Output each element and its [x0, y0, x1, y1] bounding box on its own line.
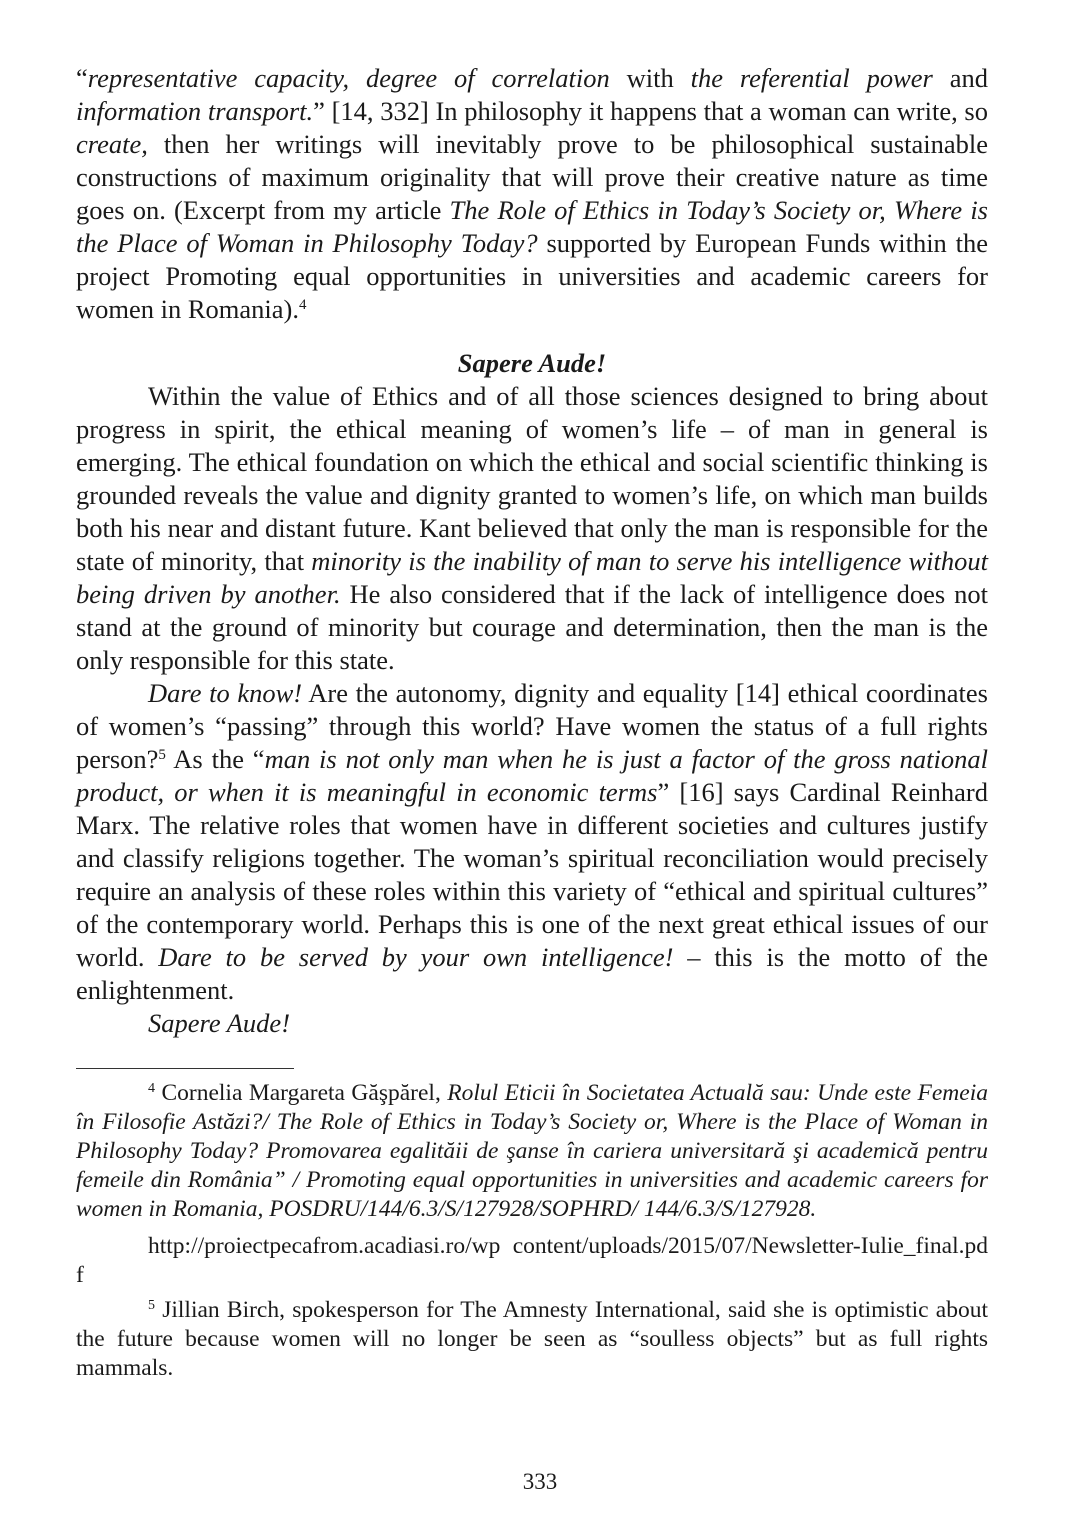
italic-quote: minority is the inability of man to serve his intelligence without being driven by another. — [76, 546, 988, 609]
footnote-4-url[interactable]: http://proiectpecafrom.acadiasi.ro/wp content/uploads/2015/07/Newsletter-Iulie_final.pdf — [76, 1233, 988, 1288]
italic-text: create, — [76, 129, 148, 159]
footnote-author: Cornelia Margareta Găşpărel, — [155, 1080, 448, 1106]
footnote-ref-5[interactable]: 5 — [158, 747, 166, 763]
section-heading: Sapere Aude! — [457, 348, 607, 378]
footnote-5 — [76, 1296, 988, 1383]
italic-quote: man is not only man when he is just a factor of the gross national product, or when it is meaningful in economic terms — [76, 744, 989, 807]
italic-text: representative capacity, degree of correlation — [87, 63, 610, 93]
page-number: 333 — [522, 1469, 558, 1494]
article-title: The Role of Ethics in Today’s Society or, Where is the Place of Woman in Philosophy Today? — [76, 195, 988, 258]
italic-motto: Dare to be served by your own intelligence! — [158, 942, 674, 972]
footnote-ref-4[interactable]: 4 — [299, 297, 307, 313]
italic-text: the referential power — [690, 63, 933, 93]
paragraph-1 — [76, 62, 988, 326]
footnote-text: Jillian Birch, spokesperson for The Amnesty International, said she is optimistic about the future because women will no longer be seen as “soulless objects” but as full rights mammals. — [76, 1297, 988, 1381]
italic-text: information transport. — [76, 96, 314, 126]
text: Are the autonomy, dignity and equality [14] ethical coordinates of women’s “passing” through this world? Have women the status of a full rights person? — [76, 678, 988, 774]
text: “ — [76, 63, 88, 93]
text: He also considered that if the lack of intelligence does not stand at the ground of minority but courage and determination, then the man is the only responsible for this state. — [76, 579, 988, 675]
text: and — [932, 63, 988, 93]
text: then her writings will inevitably prove to be philosophical sustainable constructions of maximum originality that will prove their creative nature as time goes on. (Excerpt from my article — [76, 129, 988, 225]
footnote-number: 5 — [148, 1298, 155, 1313]
text: with — [609, 63, 691, 93]
footnote-divider — [76, 1068, 294, 1069]
footnote-4 — [76, 1079, 988, 1224]
text: As the “ — [165, 744, 265, 774]
paragraph-3 — [76, 677, 988, 1007]
text: – this is the motto of the enlightenment. — [76, 942, 989, 1005]
page-body — [76, 62, 988, 1383]
text: ” [16] says Cardinal Reinhard Marx. The relative roles that women have in different societies and cultures justify and classify religions together. The woman’s spiritual reconciliation would precisely require an analysis of these roles within this variety of “ethical and spiritual cultures” of the contemporary world. Perhaps this is one of the next great ethical issues of our world. — [76, 777, 988, 972]
footnote-title: Rolul Eticii în Societatea Actuală sau: Unde este Femeia în Filosofie Astăzi?/ The Role of Ethics in Today’s Society or, Where is the Place of Woman in Philosophy Today? Promovarea egalităii de şanse în cariera universitară şi academică pentru femeile din România” / Promoting equal opportunities in universities and academic careers for women in Romania, POSDRU/144/6.3/S/127928/SOPHRD/ 144/6.3/S/127928. — [76, 1080, 988, 1222]
text: ” [14, 332] In philosophy it happens that a woman can write, so — [313, 96, 988, 126]
closing-italic: Sapere Aude! — [148, 1008, 291, 1038]
text: supported by European Funds within the project Promoting equal opportunities in universities and academic careers for women in Romania). — [76, 228, 988, 324]
footnote-number: 4 — [148, 1081, 155, 1096]
closing-line — [76, 1007, 988, 1040]
italic-text: Dare to know! — [148, 678, 303, 708]
paragraph-2 — [76, 380, 988, 677]
text: Within the value of Ethics and of all those sciences designed to bring about progress in spirit, the ethical meaning of women’s life – of man in general is emerging. The ethical foundation on which the ethical and social scientific thinking is grounded reveals the value and dignity granted to women’s life, on which man builds both his near and distant future. Kant believed that only the man is responsible for the state of minority, that — [76, 381, 988, 576]
